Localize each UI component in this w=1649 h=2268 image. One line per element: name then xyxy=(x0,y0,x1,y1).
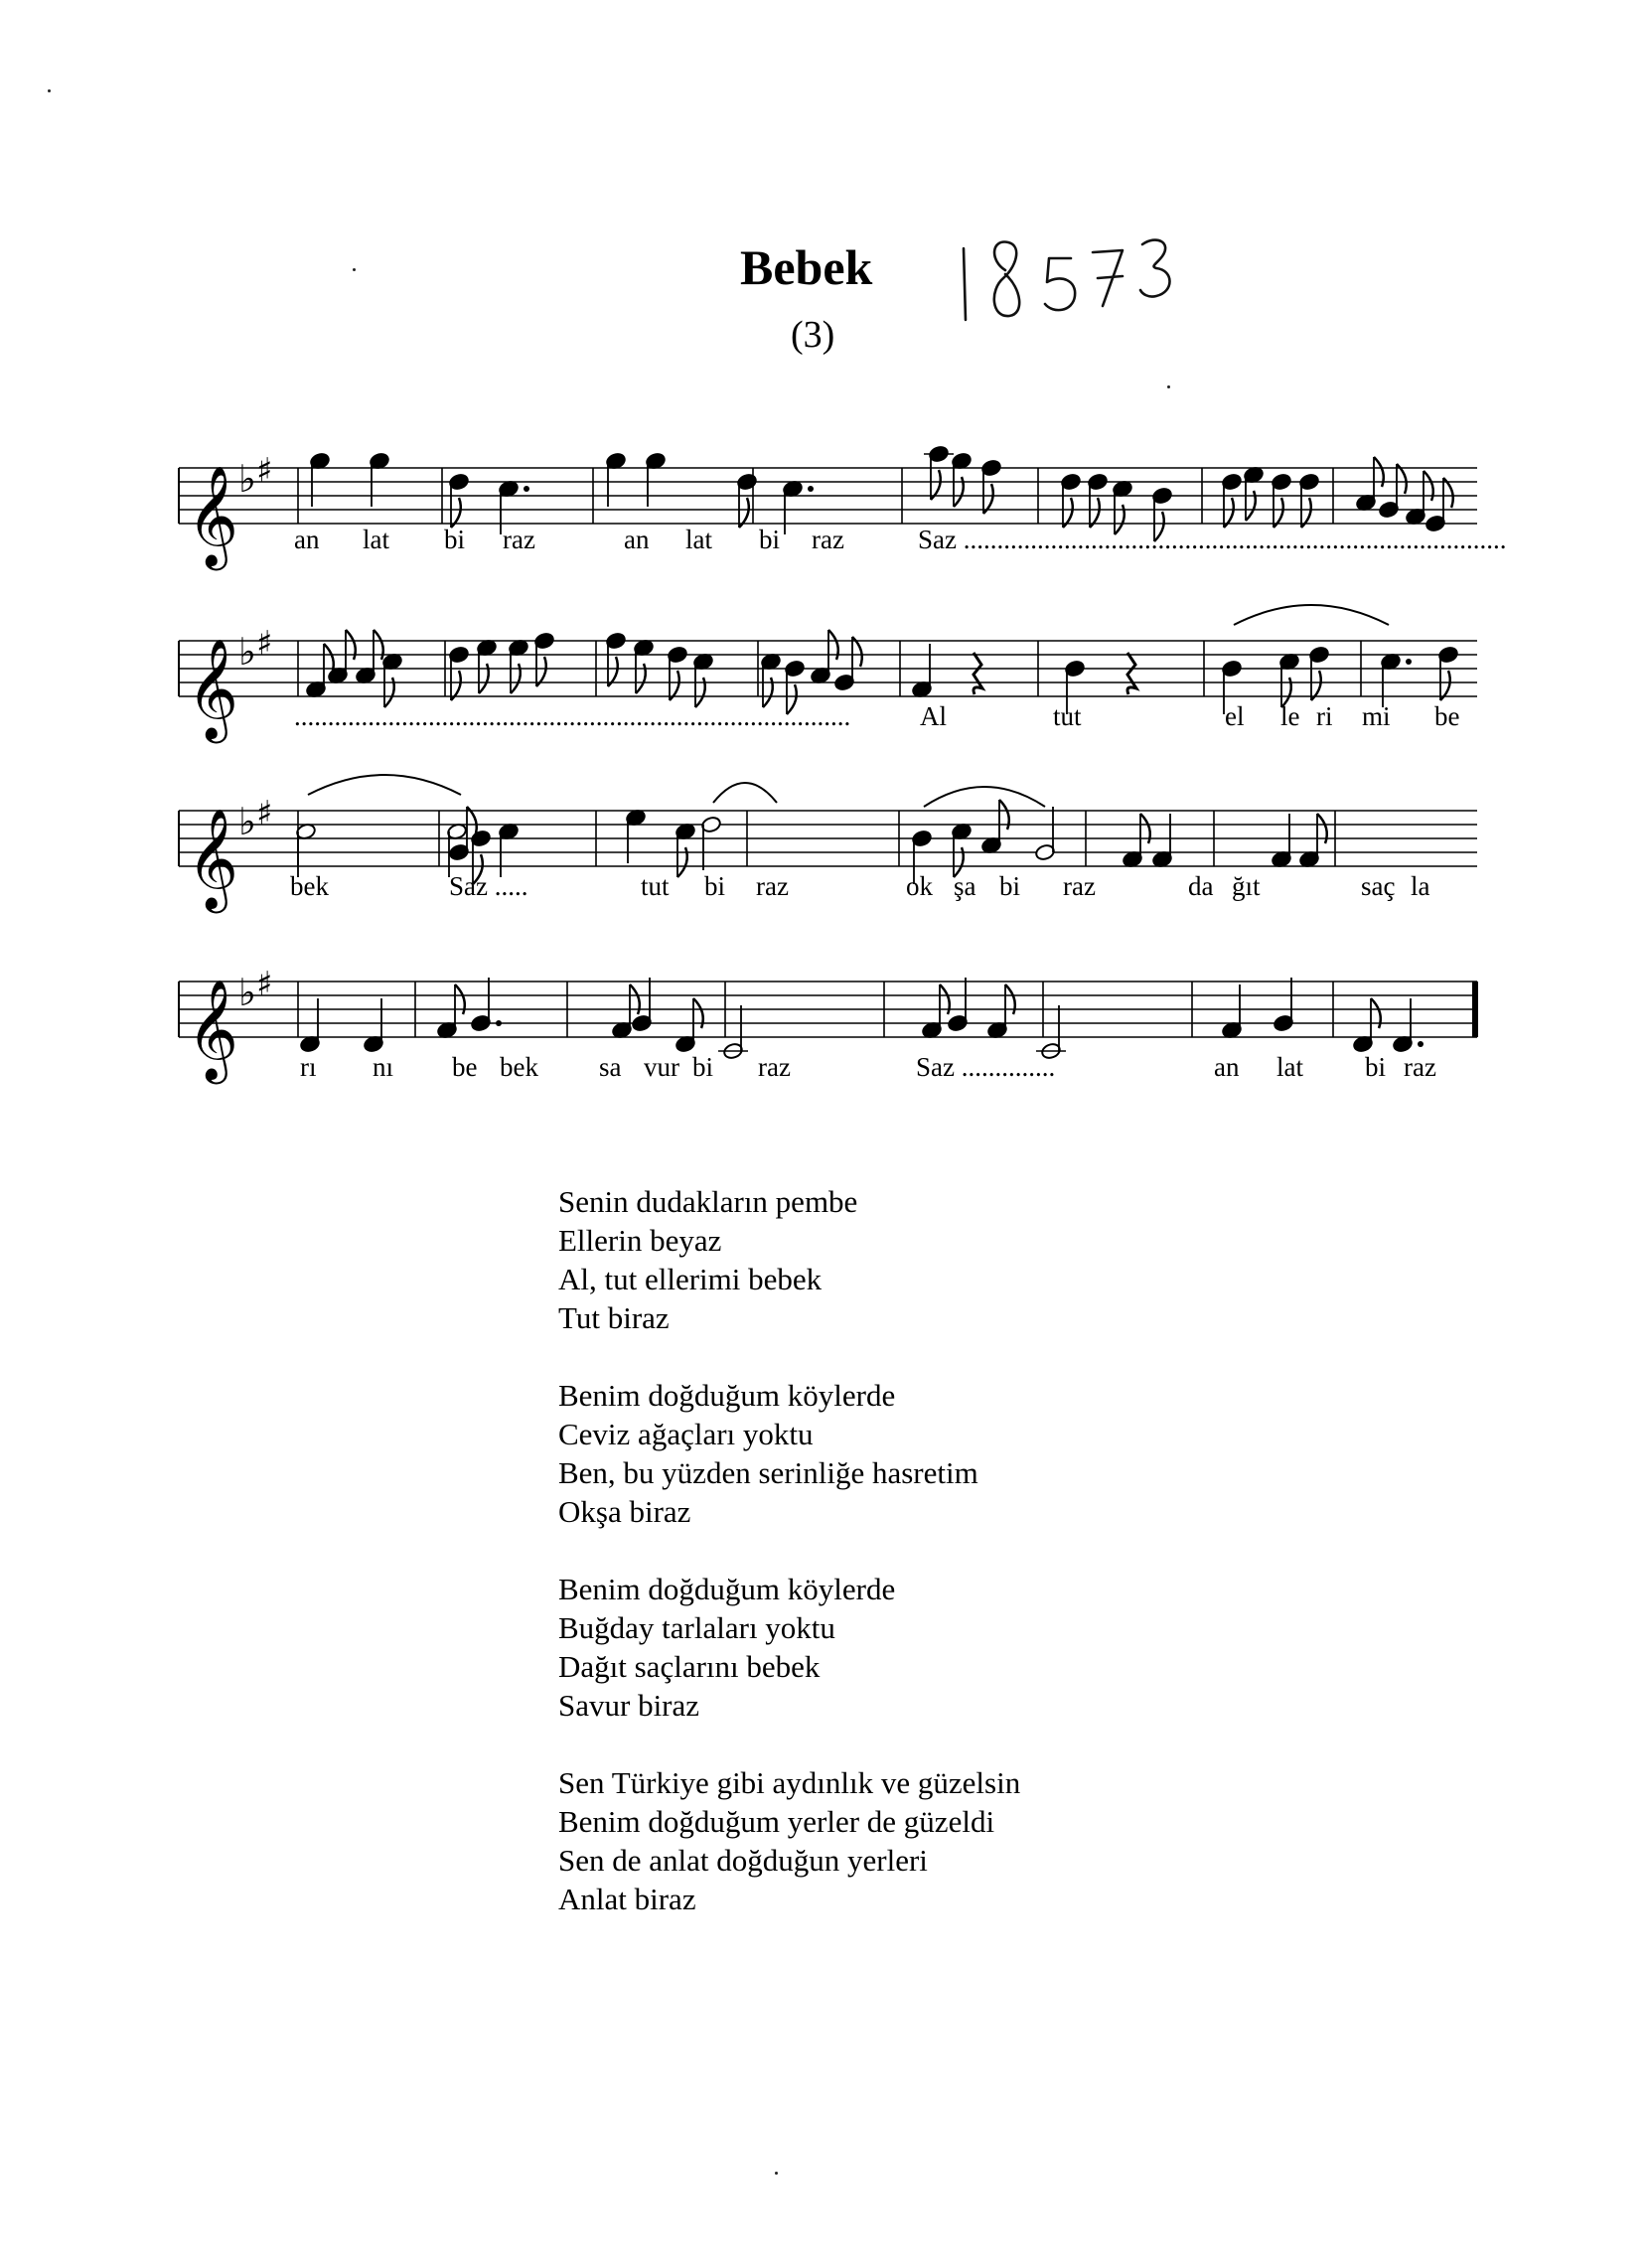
scan-speck xyxy=(353,268,356,271)
lyric-syllable: an xyxy=(1214,1052,1240,1082)
lyric-syllable: ri xyxy=(1316,701,1333,731)
poem-line: Ellerin beyaz xyxy=(558,1223,722,1258)
poem-line: Benim doğduğum köylerde xyxy=(558,1572,896,1606)
stanza xyxy=(558,1182,1020,1337)
lyric-syllable: be xyxy=(1434,701,1460,731)
lyric-syllable: Saz ..... xyxy=(449,871,528,901)
lyric-syllable: an xyxy=(624,525,650,554)
poem-line: Ceviz ağaçları yoktu xyxy=(558,1417,814,1451)
stanza xyxy=(558,1763,1020,1918)
lyric-syllable: nı xyxy=(373,1052,394,1082)
lyric-syllable: bi xyxy=(444,525,466,554)
poem-line: Buğday tarlaları yoktu xyxy=(558,1610,835,1645)
lyric-syllable: bi xyxy=(999,871,1021,901)
quarter-rest xyxy=(1127,653,1136,694)
stanza xyxy=(558,1376,1020,1531)
dot xyxy=(1406,659,1412,665)
lyric-syllable: la xyxy=(1411,871,1430,901)
lyric-syllable: saç xyxy=(1361,871,1396,901)
quarter-rest xyxy=(974,653,982,694)
sharp-sign: ♯ xyxy=(256,624,273,664)
lyric-syllable: bi xyxy=(759,525,781,554)
lyric-syllable: lat xyxy=(685,525,712,554)
lyric-syllable: raz xyxy=(756,871,789,901)
flat-sign: ♭ xyxy=(238,800,256,843)
poem-line: Benim doğduğum köylerde xyxy=(558,1378,896,1413)
lyric-syllable: lat xyxy=(363,525,389,554)
dot xyxy=(1418,1041,1424,1047)
lyric-syllable: el xyxy=(1225,701,1245,731)
treble-clef: 𝄞 xyxy=(187,807,239,909)
lyric-syllable: rı xyxy=(300,1052,317,1082)
sharp-sign: ♯ xyxy=(256,965,273,1004)
treble-clef: 𝄞 xyxy=(187,637,239,739)
lyric-syllable: bi xyxy=(704,871,726,901)
poem-line: Sen de anlat doğduğun yerleri xyxy=(558,1843,928,1878)
final-barline xyxy=(1472,982,1478,1037)
scan-speck xyxy=(48,89,51,92)
dot xyxy=(524,486,529,492)
lyric-syllable: tut xyxy=(1053,701,1082,731)
scan-speck xyxy=(775,2172,778,2175)
song-number: (3) xyxy=(791,314,835,356)
lyric-syllable: ğıt xyxy=(1232,871,1261,901)
flat-sign: ♭ xyxy=(238,971,256,1014)
lyric-syllable: bi xyxy=(692,1052,714,1082)
poem-line: Ben, bu yüzden serinliğe hasretim xyxy=(558,1455,978,1490)
lyric-syllable: sa xyxy=(599,1052,622,1082)
treble-clef: 𝄞 xyxy=(187,464,239,566)
lyric-syllable: da xyxy=(1188,871,1214,901)
slur xyxy=(1234,605,1389,625)
lyric-syllable: tut xyxy=(641,871,670,901)
lyric-syllable: Saz ................................................................................. xyxy=(918,525,1507,554)
lyric-syllable: raz xyxy=(812,525,844,554)
lyric-syllable: bek xyxy=(500,1052,538,1082)
tie xyxy=(308,775,461,795)
lyric-syllable: ok xyxy=(906,871,933,901)
poem-text xyxy=(558,1182,1020,1957)
poem-line: Dağıt saçlarını bebek xyxy=(558,1649,821,1684)
treble-clef: 𝄞 xyxy=(187,978,239,1080)
lyric-syllable: raz xyxy=(503,525,535,554)
dot xyxy=(496,1020,502,1026)
slur xyxy=(713,783,777,803)
song-title: Bebek xyxy=(740,239,873,295)
poem-line: Savur biraz xyxy=(558,1688,700,1723)
lyric-syllable: Al xyxy=(920,701,947,731)
poem-line: Tut biraz xyxy=(558,1300,670,1335)
flat-sign: ♭ xyxy=(238,630,256,674)
lyric-syllable: Saz .............. xyxy=(916,1052,1056,1082)
flat-sign: ♭ xyxy=(238,457,256,501)
lyric-syllable: bi xyxy=(1365,1052,1387,1082)
stanza xyxy=(558,1570,1020,1725)
dot xyxy=(808,486,814,492)
lyric-syllable: bek xyxy=(290,871,329,901)
poem-line: Anlat biraz xyxy=(558,1882,696,1916)
lyric-syllable: şa xyxy=(954,871,976,901)
lyric-syllable: an xyxy=(294,525,320,554)
poem-line: Al, tut ellerimi bebek xyxy=(558,1262,823,1296)
lyric-syllable: raz xyxy=(1063,871,1096,901)
lyric-syllable: raz xyxy=(758,1052,791,1082)
lyric-syllable: vur xyxy=(644,1052,679,1082)
lyric-syllable: be xyxy=(452,1052,478,1082)
lyric-syllable: ................................................................................... xyxy=(294,701,851,731)
lyric-syllable: lat xyxy=(1276,1052,1303,1082)
sharp-sign: ♯ xyxy=(256,794,273,833)
lyric-syllable: raz xyxy=(1404,1052,1436,1082)
music-score xyxy=(0,0,1649,1123)
poem-line: Sen Türkiye gibi aydınlık ve güzelsin xyxy=(558,1765,1021,1800)
scan-speck xyxy=(1167,385,1170,388)
sharp-sign: ♯ xyxy=(256,451,273,491)
lyric-syllable: mi xyxy=(1362,701,1391,731)
poem-line: Okşa biraz xyxy=(558,1494,691,1529)
poem-line: Benim doğduğum yerler de güzeldi xyxy=(558,1804,995,1839)
lyric-syllable: le xyxy=(1280,701,1300,731)
poem-line: Senin dudakların pembe xyxy=(558,1184,858,1219)
slur xyxy=(924,787,1045,807)
